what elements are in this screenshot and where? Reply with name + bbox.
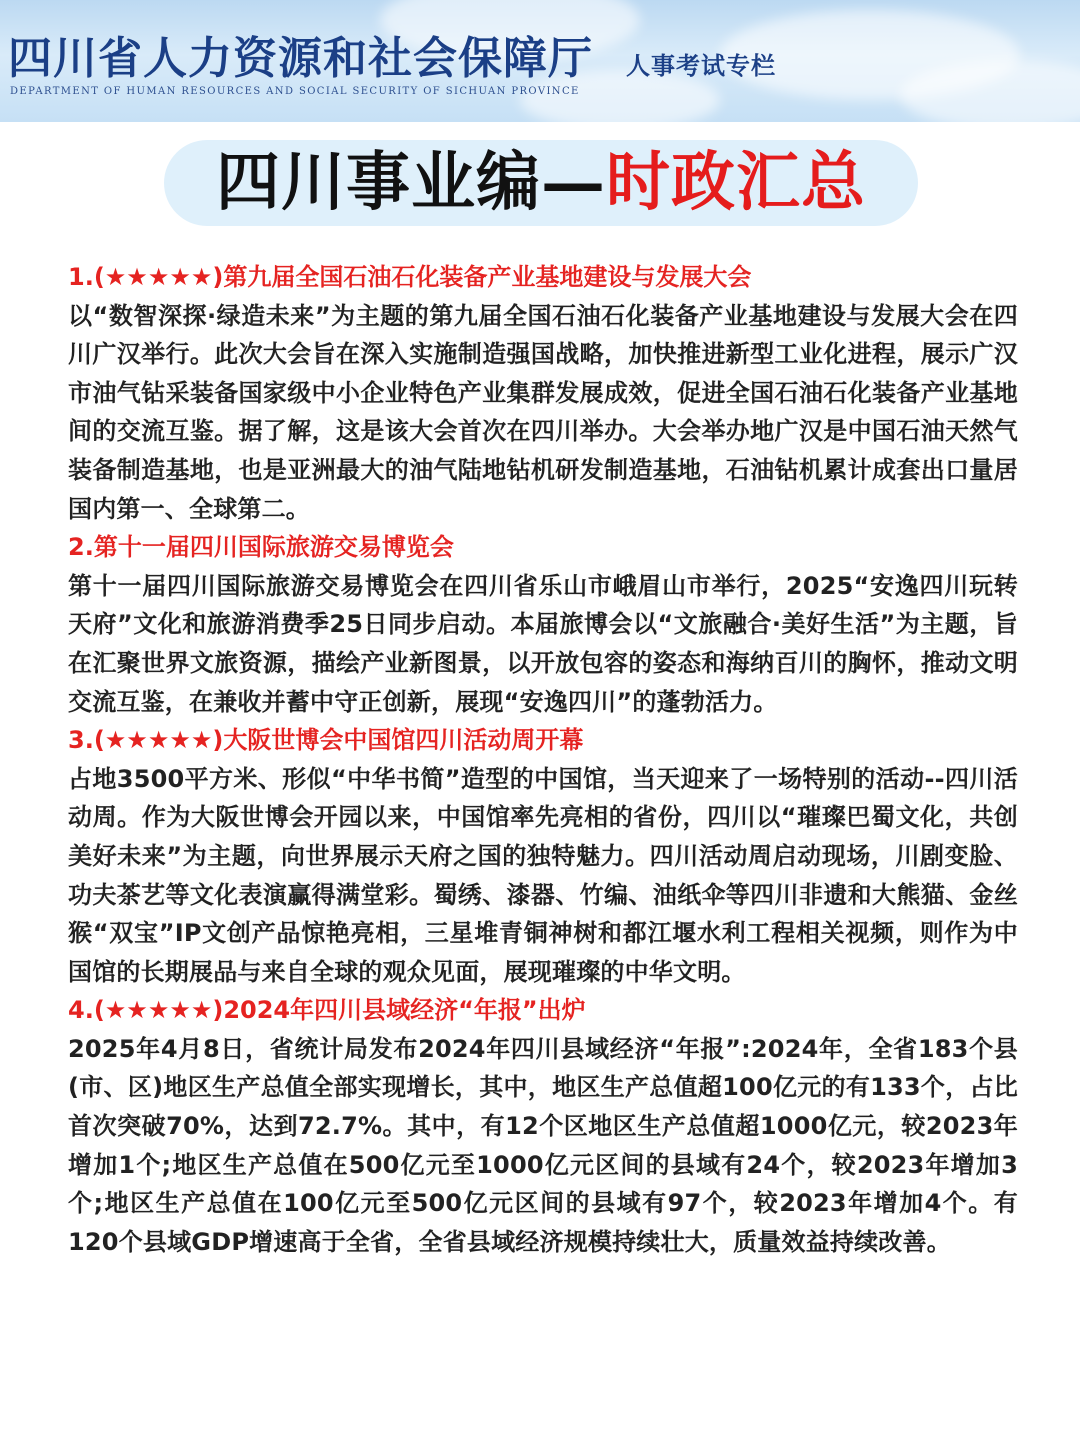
news-list	[68, 258, 1018, 1261]
news-item	[68, 721, 1018, 991]
news-heading: 4.(★★★★★)2024年四川县域经济“年报”出炉	[68, 996, 586, 1025]
news-body: 以“数智深探·绿造未来”为主题的第九届全国石油石化装备产业基地建设与发展大会在四川广汉举行。此次大会旨在深入实施制造强国战略，加快推进新型工业化进程，展示广汉市油气钻采装备国家级中小企业特色产业集群发展成效，促进全国石油石化装备产业基地间的交流互鉴。据了解，这是该大会首次在四川举办。大会举办地广汉是中国石油天然气装备制造基地，也是亚洲最大的油气陆地钻机研发制造基地，石油钻机累计成套出口量居国内第一、全球第二。	[68, 301, 1018, 523]
news-item	[68, 991, 1018, 1261]
page-title-part2: 时政汇总	[606, 145, 866, 220]
news-heading: 3.(★★★★★)大阪世博会中国馆四川活动周开幕	[68, 726, 584, 755]
news-heading: 2.第十一届四川国际旅游交易博览会	[68, 533, 454, 562]
department-english-name: DEPARTMENT OF HUMAN RESOURCES AND SOCIAL SECURITY OF SICHUAN PROVINCE	[10, 86, 580, 97]
page-title	[164, 140, 918, 226]
department-name: 四川省人力资源和社会保障厅	[8, 33, 593, 84]
news-body: 占地3500平方米、形似“中华书简”造型的中国馆，当天迎来了一场特别的活动--四川活动周。作为大阪世博会开园以来，中国馆率先亮相的省份，四川以“璀璨巴蜀文化，共创美好未来”为主题，向世界展示天府之国的独特魅力。四川活动周启动现场，川剧变脸、功夫茶艺等文化表演赢得满堂彩。蜀绣、漆器、竹编、油纸伞等四川非遗和大熊猫、金丝猴“双宝”IP文创产品惊艳亮相，三星堆青铜神树和都江堰水利工程相关视频，则作为中国馆的长期展品与来自全球的观众见面，展现璀璨的中华文明。	[68, 764, 1018, 986]
column-name: 人事考试专栏	[626, 51, 776, 80]
news-heading: 1.(★★★★★)第九届全国石油石化装备产业基地建设与发展大会	[68, 263, 752, 291]
header-banner	[0, 0, 1080, 122]
news-body: 第十一届四川国际旅游交易博览会在四川省乐山市峨眉山市举行，2025“安逸四川玩转天府”文化和旅游消费季25日同步启动。本届旅博会以“文旅融合·美好生活”为主题，旨在汇聚世界文旅资源，描绘产业新图景，以开放包容的姿态和海纳百川的胸怀，推动文明交流互鉴，在兼收并蓄中守正创新，展现“安逸四川”的蓬勃活力。	[68, 571, 1018, 716]
page-title-part1: 四川事业编—	[216, 145, 606, 220]
news-item	[68, 258, 1018, 528]
news-item	[68, 528, 1018, 721]
news-body: 2025年4月8日，省统计局发布2024年四川县域经济“年报”:2024年，全省183个县(市、区)地区生产总值全部实现增长，其中，地区生产总值超100亿元的有133个，占比首次突破70%，达到72.7%。其中，有12个区地区生产总值超1000亿元，较2023年增加1个;地区生产总值在500亿元至1000亿元区间的县域有24个，较2023年增加3个;地区生产总值在100亿元至500亿元区间的县域有97个，较2023年增加4个。有120个县域GDP增速高于全省，全省县域经济规模持续壮大，质量效益持续改善。	[68, 1034, 1018, 1256]
